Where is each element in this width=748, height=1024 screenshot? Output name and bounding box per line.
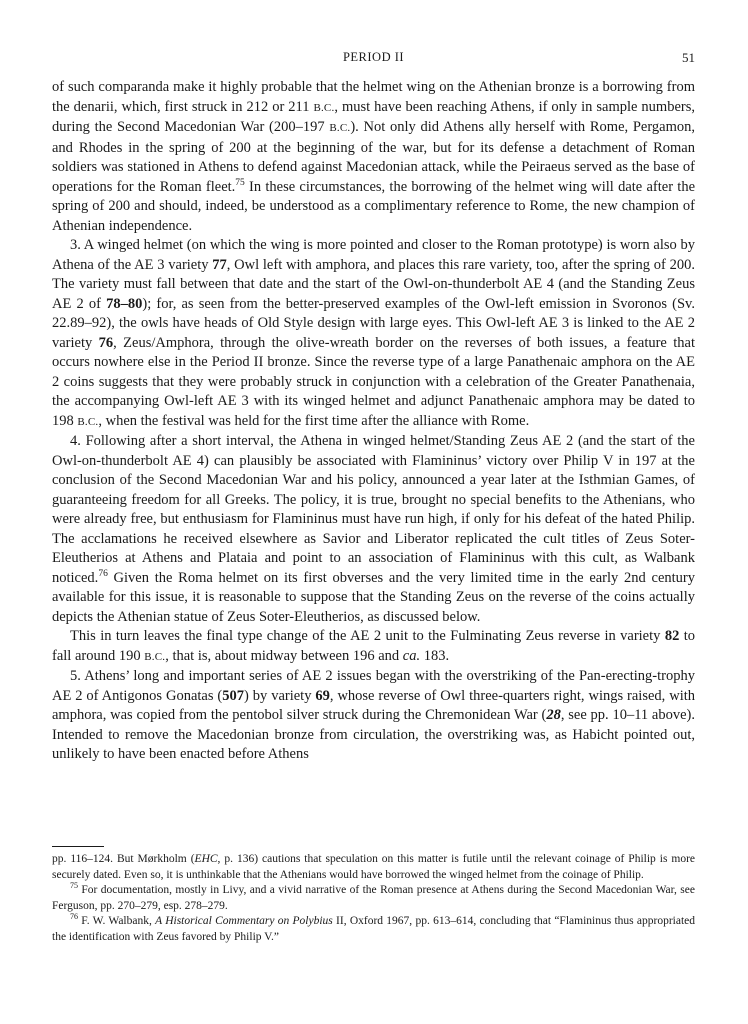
variety-number: 69 — [315, 687, 330, 704]
paragraph-4 — [52, 627, 695, 667]
text: 4. Following after a short interval, the Athena in winged helmet/Standing Zeus AE 2 (and the start of the Owl-on-thunderbolt AE 4) can plausibly be associated with Flamininus’ victory over Philip V in 197 at the conclusion of the Second Macedonian War and his policy, announced a year later at the Isthmian Games, of guaranteeing freedom for all Greeks. The policy, it is true, brought no special benefits to the Athenians, who were already free, but enthusiasm for Flamininus must have run high, if only for his defeat of the hated Philip. The acclamations he received elsewhere as Savior and Liberator replicated the cult titles of Zeus Soter-Eleutherios at Athens and Plataia and point to an association of Flamininus with this cult, as Walbank noticed. — [52, 433, 695, 586]
text: , see pp. 10–11 above). Intended to remove the Macedonian bronze from circulation, the overstriking was, as Habicht pointed out, unlikely to have been enacted before Athens — [52, 707, 696, 762]
text: of such comparanda make it highly probable that the helmet wing on the Athenian bronze is a borrowing from the denarii, which, first struck in 212 or 211 — [52, 79, 695, 115]
era-abbrev: B.C. — [313, 101, 335, 114]
text: , Owl left with amphora, and places this rare variety, too, after the spring of 200. The variety must fall between that date and the start of the Owl-on-thunderbolt AE 4 (and the Standing Zeus AE 2 of — [52, 256, 695, 312]
text: , p. 136) cautions that speculation on this matter is futile until the relevant coinage of Philip is more securely dated. Even so, it is unthinkable that the Athenians would have borrowed the winged helmet from the coinage of Philip. — [52, 853, 696, 881]
footnote-ref-76: 76 — [98, 568, 108, 579]
text: 5. Athens’ long and important series of AE 2 issues began with the overstriking of the Pan-erecting-trophy AE 2 of Antigonos Gonatas ( — [52, 668, 695, 704]
text: F. W. Walbank, — [78, 915, 156, 927]
text: , Zeus/Amphora, through the olive-wreath border on the reverses of both issues, a feature that occurs nowhere else in the Period II bronze. Since the reverse type of a large Panathenaic amphora on the AE 2 coins suggests that they were probably struck in conjunction with a celebration of the Greater Panathenaia, the accompanying Owl-left AE 3 with its winged helmet and adjunct Panathenaic amphora may be dated to 198 — [52, 334, 695, 429]
text: pp. 116–124. But Mørkholm ( — [52, 853, 195, 865]
text: ); for, as seen from the better-preserved examples of the Owl-left emission in Svoronos (Sv. 22.89–92), the owls have heads of Old Style design with large eyes. This Owl-left AE 3 is linked to the AE 2 variety — [52, 295, 695, 351]
text: In these circumstances, the borrowing of the helmet wing will date after the spring of 200 and should, indeed, be understood as a complimentary reference to Rome, the new champion of Athenian independence. — [52, 178, 695, 234]
variety-number: 77 — [212, 256, 227, 273]
footnote-rule — [52, 846, 104, 847]
variety-number: 507 — [222, 687, 245, 704]
paragraph-1 — [52, 78, 695, 236]
variety-number: 76 — [98, 334, 114, 351]
footnote-76 — [52, 914, 695, 945]
book-title: A Historical Commentary on Polybius — [155, 915, 333, 927]
text: II, Oxford 1967, pp. 613–614, concluding that “Flamininus thus appropriated the identification with Zeus favored by Philip V.” — [52, 915, 695, 943]
text: 183. — [420, 647, 450, 664]
variety-number: 82 — [664, 628, 680, 644]
variety-number: 78–80 — [106, 295, 143, 312]
page-header — [52, 50, 695, 70]
era-abbrev: B.C. — [144, 650, 166, 663]
footnote-number: 75 — [70, 881, 78, 891]
text: , when the festival was held for the first time after the alliance with Rome. — [98, 412, 530, 429]
text: Given the Roma helmet on its first obverses and the very limited time in the early 2nd century available for this issue, it is reasonable to suppose that the Standing Zeus on the reverse of the coins actually depicts the Athenian statue of Zeus Soter-Eleutherios, as discussed below. — [52, 569, 695, 625]
paragraph-2 — [52, 236, 695, 432]
variety-number: 28 — [546, 707, 561, 723]
era-abbrev: B.C. — [77, 415, 99, 428]
footnote-75 — [52, 883, 695, 914]
running-head: PERIOD II — [342, 50, 405, 64]
text: This in turn leaves the final type change of the AE 2 unit to the Fulminating Zeus reverse in variety — [70, 628, 665, 644]
era-abbrev: B.C. — [329, 122, 351, 134]
text: ). Not only did Athens ally herself with Rome, Pergamon, and Rhodes in the spring of 200 at the beginning of the war, but for its defense a detachment of Roman soldiers was stationed in Athens to defend against Macedonian attack, while the Peiraeus served as the base of operations for the Roman fleet. — [52, 119, 695, 195]
text: For documentation, mostly in Livy, and a vivid narrative of the Roman presence at Athens during the Second Macedonian War, see Ferguson, pp. 270–279, esp. 278–279. — [52, 884, 695, 912]
text: to fall around 190 — [52, 628, 696, 664]
page-number: 51 — [682, 50, 695, 65]
abbrev-title: EHC — [194, 853, 218, 865]
body-text — [52, 78, 695, 765]
text: , whose reverse of Owl three-quarters right, wings raised, with amphora, was copied from the pentobol silver struck during the Chremonidean War ( — [52, 687, 695, 723]
footnotes — [52, 852, 695, 945]
footnote-number: 76 — [70, 912, 78, 922]
text: , must have been reaching Athens, if only in sample numbers, during the Second Macedonian War (200–197 — [52, 98, 695, 135]
text: ) by variety — [244, 687, 316, 704]
paragraph-3 — [52, 432, 695, 627]
footnote-continued — [52, 852, 695, 883]
footnote-ref-75: 75 — [235, 177, 245, 188]
paragraph-5 — [52, 667, 695, 765]
text: 3. A winged helmet (on which the wing is more pointed and closer to the Roman prototype) is worn also by Athena of the AE 3 variety — [52, 237, 695, 273]
text: , that is, about midway between 196 and — [165, 647, 403, 664]
circa-abbrev: ca. — [402, 647, 421, 664]
